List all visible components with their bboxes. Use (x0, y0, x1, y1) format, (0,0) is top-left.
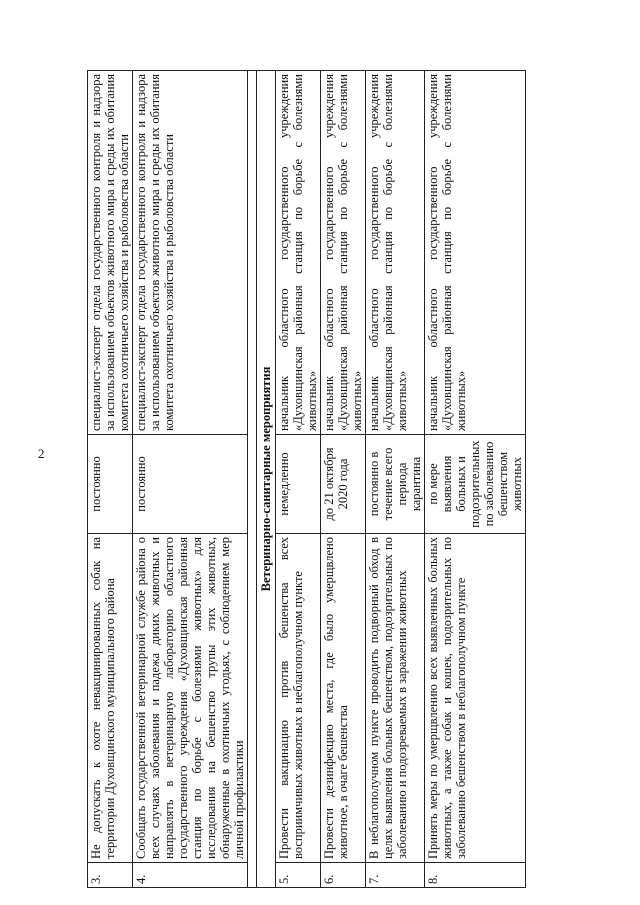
term-cell: немедленно (276, 435, 321, 534)
responsible-cell: начальник областного государственного учреждения «Духовщинская районная станция по борьбе с болезнями животных» (276, 71, 321, 435)
responsible-cell: начальник областного государственного учреждения «Духовщинская районная станция по борьбе с болезнями животных» (425, 71, 526, 435)
table-row (88, 71, 133, 888)
spacer-row (248, 71, 257, 888)
table-row (276, 71, 321, 888)
section-row (257, 71, 276, 888)
row-number: 6. (321, 863, 366, 888)
action-cell: Не допускать к охоте невакцинированных собак на территории Духовщинского муниципального района (88, 534, 133, 863)
row-number: 4. (133, 863, 248, 888)
row-number: 7. (366, 863, 425, 888)
responsible-cell: начальник областного государственного учреждения «Духовщинская районная станция по борьбе с болезнями животных» (366, 71, 425, 435)
measures-table (87, 70, 526, 888)
responsible-cell: специалист-эксперт отдела государственного контроля и надзора за использованием объектов животного мира и среды их обитания комитета охотничьего хозяйства и рыболовства области (88, 71, 133, 435)
spacer-cell (248, 71, 257, 888)
term-cell: по мере выявления больных и подозрительных по заболеванию бешенством животных (425, 435, 526, 534)
term-cell: постоянно (88, 435, 133, 534)
action-cell: Провести дезинфекцию места, где было умерщвлено животное, в очаге бешенства (321, 534, 366, 863)
responsible-cell: специалист-эксперт отдела государственного контроля и надзора за использованием объектов животного мира и среды их обитания комитета охотничьего хозяйства и рыболовства области (133, 71, 248, 435)
row-number: 8. (425, 863, 526, 888)
action-cell: Сообщать государственной ветеринарной службе района о всех случаях заболевания и падежа диких животных и направлять в ветеринарную лабораторию областного государственного учреждения «Духовщинская районная станция по борьбе с болезнями животных» для исследования на бешенство трупы этих животных, обнаруженные в охотничьих угодьях, с соблюдением мер личной профилактики (133, 534, 248, 863)
responsible-cell: начальник областного государственного учреждения «Духовщинская районная станция по борьбе с болезнями животных» (321, 71, 366, 435)
row-number: 3. (88, 863, 133, 888)
term-cell: постоянно в течение всего периода карантина (366, 435, 425, 534)
table-row (133, 71, 248, 888)
term-cell: до 21 октября 2020 года (321, 435, 366, 534)
table-row (425, 71, 526, 888)
table-row (321, 71, 366, 888)
section-title: Ветеринарно-санитарные мероприятия (257, 71, 276, 888)
term-cell: постоянно (133, 435, 248, 534)
action-cell: Принять меры по умерщвлению всех выявленных больных животных, а также собак и кошек, подозрительных по заболеванию бешенством в неблагополучном пункте (425, 534, 526, 863)
page-number: 2 (38, 446, 45, 461)
row-number: 5. (276, 863, 321, 888)
action-cell: Провести вакцинацию против бешенства всех восприимчивых животных в неблагополучном пункте (276, 534, 321, 863)
table-row (366, 71, 425, 888)
action-cell: В неблагополучном пункте проводить подворный обход в целях выявления больных бешенством, подозрительных по заболеванию и подозреваемых в заражении животных (366, 534, 425, 863)
rotated-table-container (87, 70, 567, 888)
